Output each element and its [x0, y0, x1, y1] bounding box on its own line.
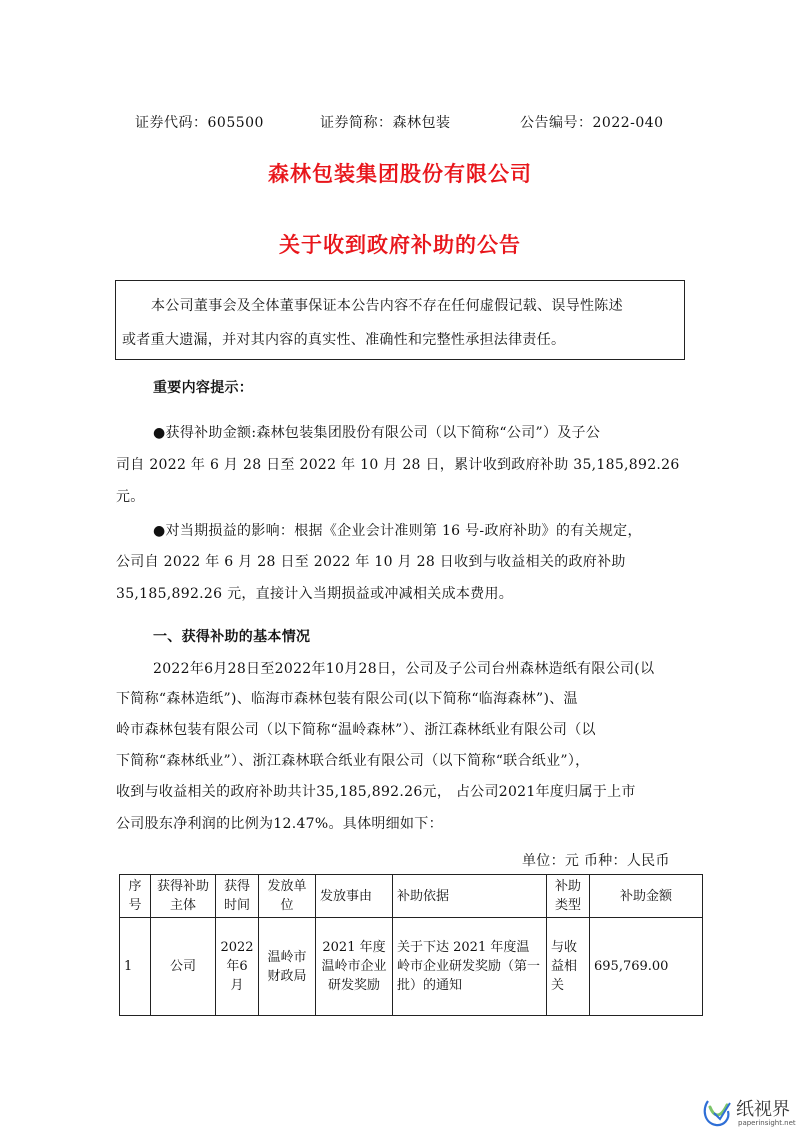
table-cell: 与收益相关: [547, 918, 590, 1016]
section-1-line: 下简称“森林纸业”）、浙江森林联合纸业有限公司（以下简称“联合纸业”），: [116, 753, 590, 769]
bullet-2-line-2: 公司自 2022 年 6 月 28 日至 2022 年 10 月 28 日收到与收益相关的政府补助: [116, 554, 626, 570]
section-1-heading: 一、获得补助的基本情况: [153, 629, 311, 645]
section-1-line: 下简称“森林造纸”)、临海市森林包装有限公司(以下简称“临海森林”)、温: [116, 691, 578, 707]
table-cell: 温岭市财政局: [259, 918, 316, 1016]
section-1-line: 公司股东净利润的比例为12.47%。具体明细如下：: [116, 816, 443, 832]
board-statement-line-1: 本公司董事会及全体董事保证本公告内容不存在任何虚假记载、误导性陈述: [151, 298, 623, 314]
watermark-url: paperinsight.net: [738, 1119, 796, 1127]
board-statement-box: [115, 280, 685, 360]
stock-short-name: 证券简称：森林包装: [320, 115, 451, 131]
table-cell: 1: [120, 918, 151, 1016]
key-content-heading: 重要内容提示：: [153, 380, 254, 396]
section-1-line: 岭市森林包装有限公司（以下简称“温岭森林”）、浙江森林纸业有限公司（以: [116, 722, 596, 738]
subsidy-table: [119, 874, 703, 1016]
table-cell: 2021 年度温岭市企业研发奖励: [316, 918, 393, 1016]
header-cell: 补助依据: [393, 875, 547, 918]
header-cell: 补助金额: [590, 875, 703, 918]
header-cell: 序号: [120, 875, 151, 918]
header-cell: 发放单位: [259, 875, 316, 918]
table-cell: 关于下达 2021 年度温岭市企业研发奖励（第一批）的通知: [393, 918, 547, 1016]
table-cell: 695,769.00: [590, 918, 703, 1016]
table-cell: 2022年6月: [216, 918, 259, 1016]
bullet-1-line-2: 司自 2022 年 6 月 28 日至 2022 年 10 月 28 日，累计收到政府补助 35,185,892.26: [116, 457, 680, 473]
announcement-title: 关于收到政府补助的公告: [279, 233, 521, 257]
header-cell: 获得补助主体: [151, 875, 216, 918]
stock-code: 证券代码：605500: [135, 115, 264, 131]
header-cell: 补助类型: [547, 875, 590, 918]
bullet-2-line-3: 35,185,892.26 元，直接计入当期损益或冲减相关成本费用。: [116, 586, 514, 602]
header-cell: 获得时间: [216, 875, 259, 918]
table-row: [120, 918, 703, 1016]
unit-currency-note: 单位：元 币种：人民币: [522, 853, 670, 869]
paperinsight-watermark: [700, 1095, 795, 1131]
watermark-brand: 纸视界: [736, 1099, 790, 1120]
bullet-1-line-1: ●获得补助金额:森林包装集团股份有限公司（以下简称“公司”）及子公: [153, 425, 601, 441]
section-1-line: 收到与收益相关的政府补助共计35,185,892.26元， 占公司2021年度归属于上市: [116, 784, 636, 800]
notice-number: 公告编号：2022-040: [520, 115, 664, 131]
section-1-line: 2022年6月28日至2022年10月28日，公司及子公司台州森林造纸有限公司(以: [153, 661, 655, 677]
board-statement-line-2: 或者重大遗漏，并对其内容的真实性、准确性和完整性承担法律责任。: [122, 332, 566, 348]
table-header-row: [120, 875, 703, 918]
table-cell: 公司: [151, 918, 216, 1016]
company-title: 森林包装集团股份有限公司: [268, 162, 532, 186]
bullet-2-line-1: ●对当期损益的影响：根据《企业会计准则第 16 号-政府补助》的有关规定，: [153, 523, 642, 539]
bullet-1-line-3: 元。: [116, 489, 145, 505]
header-cell: 发放事由: [316, 875, 393, 918]
